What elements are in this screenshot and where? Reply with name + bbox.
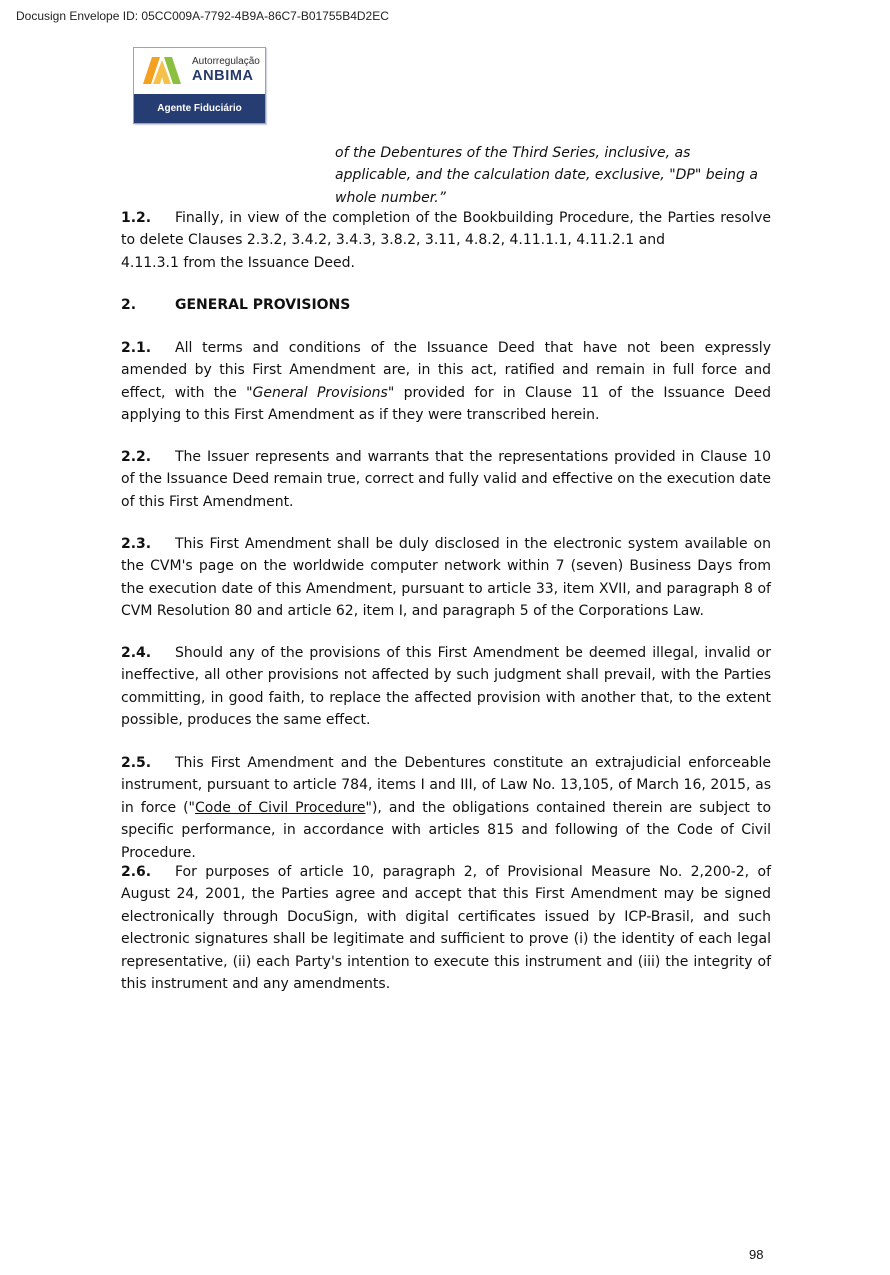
clause-text: Finally, in view of the completion of the Bookbuilding Procedure, the Parties resolve to delete Clauses 2.3.2, 3.4.2, 3.4.3, 3.8.2, 3.11, 4.8.2, 4.11.1.1, 4.11.2.1 and [121,210,771,249]
logo-band: Agente Fiduciário [134,94,265,123]
clause-text: Should any of the provisions of this First Amendment be deemed illegal, invalid or ineffective, all other provisions not affected by such judgment shall prevail, with the Parties committing, in good faith, to replace the affected provision with another that, to the extent possible, produces the same effect. [121,645,771,729]
clause-number: 2.3. [121,536,152,552]
logo-small-text: Autorregulação [192,56,260,67]
clause-number: 2.6. [121,864,152,880]
clause-2-2 [121,446,771,513]
logo-top [134,48,265,94]
clause-number: 2.4. [121,645,152,661]
clause-number: 2.2. [121,449,152,465]
clause-italic-term: General Provisions [252,384,388,401]
section-heading [121,294,771,316]
clause-text-cont: " provided for in Clause 11 of the Issuance Deed applying to this First Amendment as if they were transcribed herein. [121,384,771,424]
section-title: GENERAL PROVISIONS [175,297,351,313]
anbima-logo [133,47,266,124]
defined-term-underlined: Code of Civil Procedure [195,799,366,816]
logo-brand-text: ANBIMA [192,68,254,84]
clause-text: This First Amendment shall be duly disclosed in the electronic system available on the CVM's page on the worldwide computer network within 7 (seven) Business Days from the execution date of this Amendment, pursuant to article 33, item XVII, and paragraph 8 of CVM Resolution 80 and article 62, item I, and paragraph 5 of the Corporations Law. [121,536,771,620]
clause-text: All terms and conditions of the Issuance Deed that have not been expressly amended by this First Amendment are, in this act, ratified and remain in full force and effect, with the " [121,340,771,401]
clause-2-4 [121,642,771,732]
clause-text-line2: 4.11.3.1 from the Issuance Deed. [121,254,355,271]
page-number: 98 [749,1247,764,1262]
clause-number: 2.5. [121,755,152,771]
anbima-mark-icon [143,57,181,84]
clause-2-1 [121,337,771,427]
section-number: 2. [121,297,137,313]
clause-text: This First Amendment and the Debentures constitute an extrajudicial enforceable instrument, pursuant to article 784, items I and III, of Law No. 13,105, of March 16, 2015, as in force (" [121,755,771,816]
clause-number: 2.1. [121,340,152,356]
quote-continuation: of the Debentures of the Third Series, inclusive, as applicable, and the calculation date, exclusive, "DP" being a whole number.” [335,145,758,206]
clause-2-5 [121,752,771,864]
clause-text: The Issuer represents and warrants that the representations provided in Clause 10 of the Issuance Deed remain true, correct and fully valid and effective on the execution date of this First Amendment. [121,449,771,510]
clause-text: For purposes of article 10, paragraph 2, of Provisional Measure No. 2,200-2, of August 24, 2001, the Parties agree and accept that this First Amendment may be signed electronically through DocuSign, with digital certificates issued by ICP-Brasil, and such electronic signatures shall be legitimate and sufficient to prove (i) the identity of each legal representative, (ii) each Party's intention to execute this instrument and (iii) the integrity of this instrument and any amendments. [121,864,771,993]
clause-number: 1.2. [121,210,152,226]
clause-text-cont: "), and the obligations contained therein are subject to specific performance, in accordance with articles 815 and following of the Code of Civil Procedure. [121,799,772,861]
clause-2-3 [121,533,771,623]
clause-2-6 [121,861,771,995]
clause-1-2 [121,207,771,274]
docusign-envelope-id: Docusign Envelope ID: 05CC009A-7792-4B9A-86C7-B01755B4D2EC [16,9,389,23]
